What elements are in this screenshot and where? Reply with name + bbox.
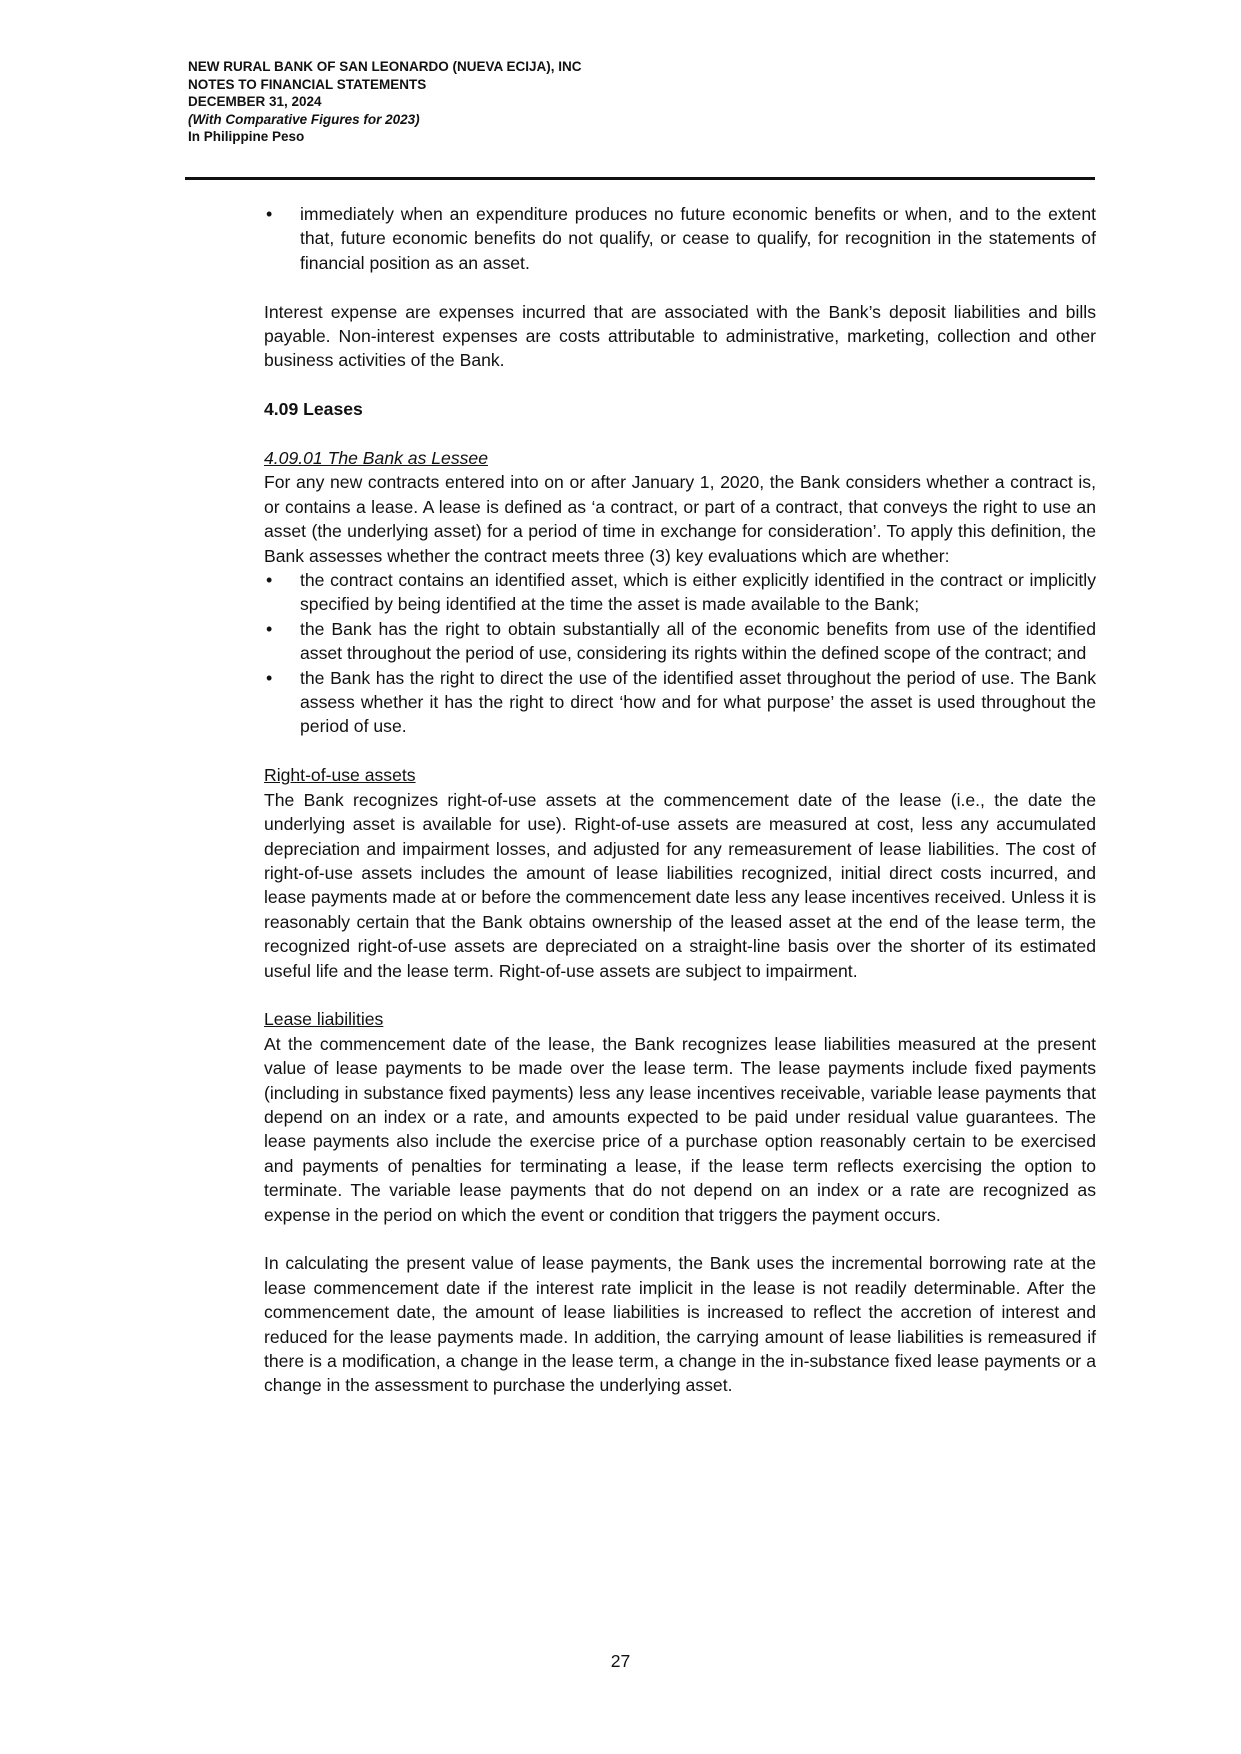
expense-recognition-list <box>264 202 1096 275</box>
lease-liabilities-paragraph-2: In calculating the present value of lease payments, the Bank uses the incremental borrowing rate at the lease commencement date if the interest rate implicit in the lease is not readily determinable. After the commencement date, the amount of lease liabilities is increased to reflect the accretion of interest and reduced for the lease payments made. In addition, the carrying amount of lease liabilities is remeasured if there is a modification, a change in the lease term, a change in the in-substance fixed lease payments or a change in the assessment to purchase the underlying asset. <box>264 1253 1096 1396</box>
document-title: NOTES TO FINANCIAL STATEMENTS <box>188 76 427 92</box>
statement-date: DECEMBER 31, 2024 <box>188 94 322 109</box>
rou-assets-paragraph: The Bank recognizes right-of-use assets at the commencement date of the lease (i.e., the date the underlying asset is available for use). Right-of-use assets are measured at cost, less any accumulated depreciation and impairment losses, and adjusted for any remeasurement of lease liabilities. The cost of right-of-use assets includes the amount of lease liabilities recognized, initial direct costs incurred, and lease payments made at or before the commencement date less any lease incentives received. Unless it is reasonably certain that the Bank obtains ownership of the leased asset at the end of the lease term, the recognized right-of-use assets are depreciated on a straight-line basis over the shorter of its estimated useful life and the lease term. Right-of-use assets are subject to impairment. <box>264 789 1096 981</box>
list-item: • immediately when an expenditure produces no future economic benefits or when, and to the extent that, future economic benefits do not qualify, or cease to qualify, for recognition in the statements of financial position as an asset. <box>264 202 1096 275</box>
comparative-note: (With Comparative Figures for 2023) <box>188 111 420 127</box>
currency-note: In Philippine Peso <box>188 129 305 144</box>
subheading-bank-as-lessee: 4.09.01 The Bank as Lessee <box>264 448 488 469</box>
list-item: • the Bank has the right to obtain substantially all of the economic benefits from use of the identified asset throughout the period of use, considering its rights within the defined scope of the contract; and <box>264 617 1096 666</box>
interest-expense-paragraph: Interest expense are expenses incurred that are associated with the Bank’s deposit liabilities and bills payable. Non-interest expenses are costs attributable to administrative, marketing, collection and other business activities of the Bank. <box>264 301 1096 371</box>
list-item: • the Bank has the right to direct the use of the identified asset throughout the period of use. The Bank assess whether it has the right to direct ‘how and for what purpose’ the asset is used throughout the period of use. <box>264 666 1096 739</box>
subheading-right-of-use-assets: Right-of-use assets <box>264 765 416 786</box>
company-name: NEW RURAL BANK OF SAN LEONARDO (NUEVA ECIJA), INC <box>188 59 582 74</box>
header-divider <box>185 177 1095 180</box>
document-header <box>188 58 582 146</box>
page-number: 27 <box>610 1651 631 1671</box>
lease-evaluation-list <box>264 568 1096 739</box>
page-body <box>264 202 1096 1398</box>
section-heading-leases: 4.09 Leases <box>264 399 363 420</box>
list-item: • the contract contains an identified asset, which is either explicitly identified in the contract or implicitly specified by being identified at the time the asset is made available to the Bank; <box>264 568 1096 617</box>
subheading-lease-liabilities: Lease liabilities <box>264 1009 384 1030</box>
lessee-paragraph: For any new contracts entered into on or after January 1, 2020, the Bank considers whether a contract is, or contains a lease. A lease is defined as ‘a contract, or part of a contract, that conveys the right to use an asset (the underlying asset) for a period of time in exchange for consideration’. To apply this definition, the Bank assesses whether the contract meets three (3) key evaluations which are whether: <box>264 472 1096 566</box>
lease-liabilities-paragraph-1: At the commencement date of the lease, the Bank recognizes lease liabilities measured at the present value of lease payments to be made over the lease term. The lease payments include fixed payments (including in substance fixed payments) less any lease incentives receivable, variable lease payments that depend on an index or a rate, and amounts expected to be paid under residual value guarantees. The lease payments also include the exercise price of a purchase option reasonably certain to be exercised and payments of penalties for terminating a lease, if the lease term reflects exercising the option to terminate. The variable lease payments that do not depend on an index or a rate are recognized as expense in the period on which the event or condition that triggers the payment occurs. <box>264 1033 1096 1225</box>
